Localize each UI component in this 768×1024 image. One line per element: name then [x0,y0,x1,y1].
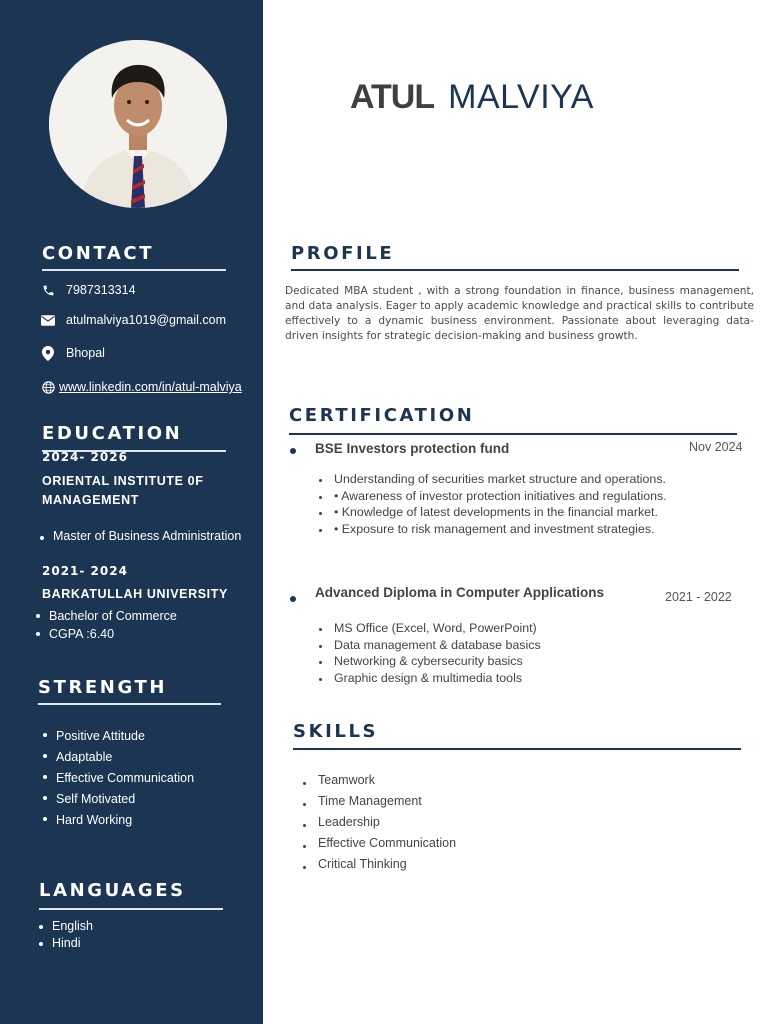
profile-divider [291,269,739,271]
languages-divider [39,908,223,910]
certification-bullet [290,448,296,454]
profile-heading: PROFILE [291,243,395,264]
education-institution: BARKATULLAH UNIVERSITY [42,587,228,601]
mail-icon [40,312,56,328]
list-item: Leadership [303,812,456,833]
list-item: Hindi [37,935,93,952]
list-item: Effective Communication [303,833,456,854]
sidebar [0,0,263,1024]
certification-details [319,471,667,537]
education-heading: EDUCATION [42,423,183,444]
list-item: Time Management [303,791,456,812]
skills-heading: SKILLS [293,721,379,742]
contact-heading: CONTACT [42,243,155,264]
list-item: Positive Attitude [41,726,194,747]
skills-divider [293,748,741,750]
contact-linkedin [40,379,242,395]
languages-list [37,918,93,951]
list-item: Teamwork [303,770,456,791]
list-item: Master of Business Administration [38,529,241,543]
list-item: Critical Thinking [303,854,456,875]
profile-summary: Dedicated MBA student , with a strong foundation in finance, business management, and data analysis. Eager to apply academic knowledge and practical skills to contribute effectively to a dynamic business environment. Passionate about leveraging data-driven insights for strategic decision-making and business growth. [285,285,754,342]
profile-photo-illustration [49,40,227,208]
education-degree-list [34,607,177,643]
education-degree-list [38,529,241,543]
candidate-name [350,78,594,117]
list-item: English [37,918,93,935]
contact-email [40,312,226,328]
list-item: MS Office (Excel, Word, PowerPoint) [319,620,559,637]
list-item: Adaptable [41,747,194,768]
profile-photo [49,40,227,208]
email-address[interactable]: atulmalviya1019@gmail.com [66,313,226,327]
certification-heading: CERTIFICATION [289,405,475,426]
phone-icon [40,282,56,298]
languages-heading: LANGUAGES [39,880,186,901]
certification-title: BSE Investors protection fund [315,441,510,456]
contact-divider [42,269,226,271]
certification-date: Nov 2024 [689,440,743,454]
certification-date: 2021 - 2022 [665,590,732,604]
list-item: Effective Communication [41,768,194,789]
certification-divider [289,433,737,435]
certification-details [319,620,559,686]
first-name: ATUL [350,78,435,116]
education-institution: ORIENTAL INSTITUTE 0F MANAGEMENT [42,474,204,507]
contact-location [40,345,105,361]
list-item: • Awareness of investor protection initiatives and regulations. [319,488,667,505]
strength-divider [38,703,221,705]
strength-list [41,726,194,831]
last-name: MALVIYA [448,78,594,116]
education-years: 2024- 2026 [42,450,128,464]
certification-title: Advanced Diploma in Computer Applications [315,585,605,600]
certification-bullet [290,596,296,602]
globe-icon [40,379,56,395]
phone-number[interactable]: 7987313314 [66,283,136,297]
education-years: 2021- 2024 [42,564,128,578]
list-item: Graphic design & multimedia tools [319,670,559,687]
list-item: Bachelor of Commerce [34,607,177,625]
location-pin-icon [40,345,56,361]
linkedin-link[interactable]: www.linkedin.com/in/atul-malviya [59,380,242,394]
strength-heading: STRENGTH [38,677,168,698]
location-text: Bhopal [66,346,105,360]
list-item: CGPA :6.40 [34,625,177,643]
list-item: Understanding of securities market structure and operations. [319,471,667,488]
list-item: Self Motivated [41,789,194,810]
list-item: Hard Working [41,810,194,831]
list-item: Networking & cybersecurity basics [319,653,559,670]
contact-phone [40,282,136,298]
skills-list [303,770,456,875]
list-item: • Knowledge of latest developments in the financial market. [319,504,667,521]
list-item: Data management & database basics [319,637,559,654]
list-item: • Exposure to risk management and investment strategies. [319,521,667,538]
